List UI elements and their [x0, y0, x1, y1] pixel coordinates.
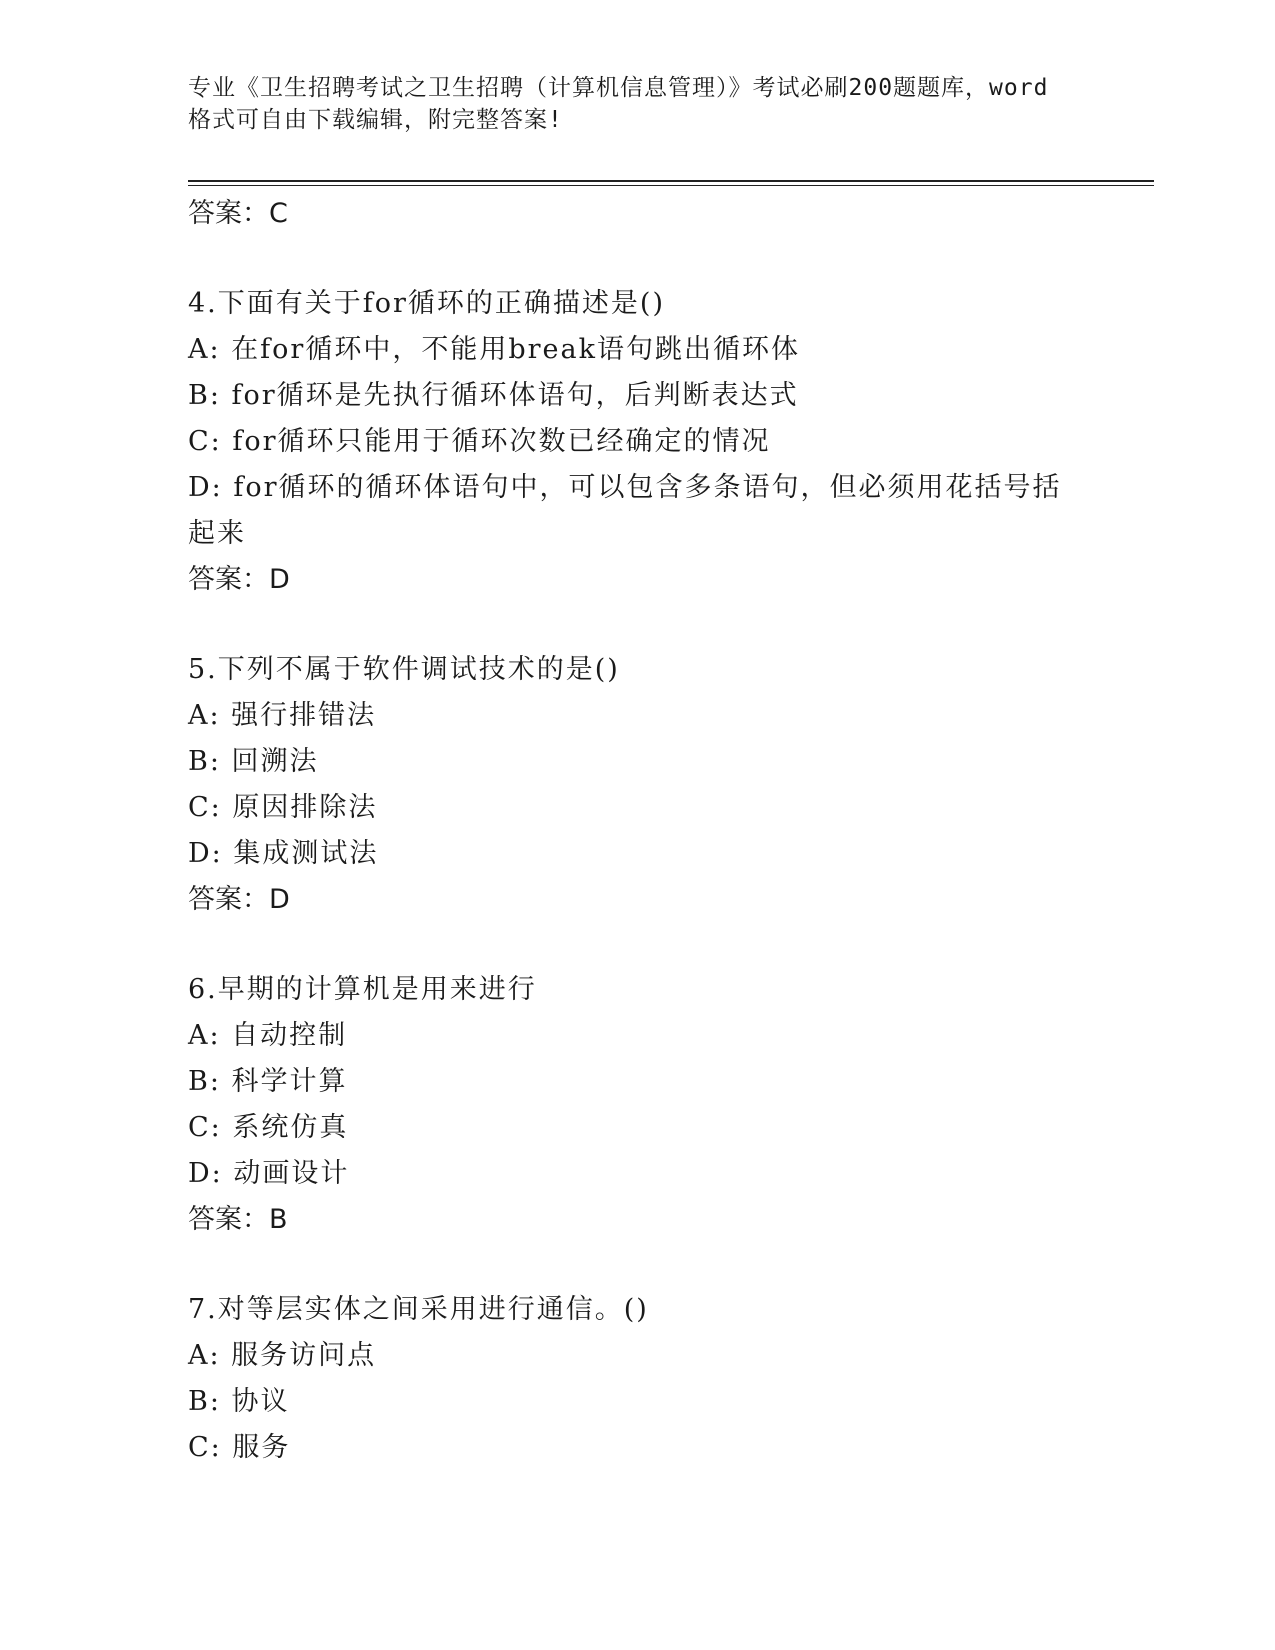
option-d: D: 集成测试法	[188, 838, 379, 869]
header-line-1: 专业《卫生招聘考试之卫生招聘（计算机信息管理）》考试必刷200题题库，word	[188, 75, 1049, 101]
option-d: D: 动画设计	[188, 1158, 350, 1189]
option-c: C: 原因排除法	[188, 792, 378, 823]
answer-line: 答案：B	[188, 1204, 288, 1235]
question-7	[188, 1287, 1088, 1471]
option-a: A: 强行排错法	[188, 700, 377, 731]
option-d: D: for循环的循环体语句中，可以包含多条语句，但必须用花括号括	[188, 472, 1062, 503]
option-b: B: 科学计算	[188, 1066, 348, 1097]
question-stem: 7.对等层实体之间采用进行通信。()	[188, 1294, 649, 1325]
document-header	[188, 72, 1088, 136]
option-c: C: for循环只能用于循环次数已经确定的情况	[188, 426, 771, 457]
option-c: C: 系统仿真	[188, 1112, 349, 1143]
answer-line: 答案：D	[188, 884, 290, 915]
option-a: A: 在for循环中，不能用break语句跳出循环体	[188, 334, 800, 365]
question-stem: 4.下面有关于for循环的正确描述是()	[188, 288, 665, 319]
question-4	[188, 281, 1088, 603]
header-line-2: 格式可自由下载编辑，附完整答案!	[188, 107, 563, 133]
option-a: A: 自动控制	[188, 1020, 348, 1051]
option-c: C: 服务	[188, 1432, 291, 1463]
header-rule-thick	[188, 180, 1154, 182]
option-d-continued: 起来	[188, 518, 246, 549]
answer-line: 答案：D	[188, 564, 290, 595]
option-a: A: 服务访问点	[188, 1340, 377, 1371]
answer-line: 答案：C	[188, 198, 288, 229]
question-6	[188, 967, 1088, 1243]
header-rule-thin	[188, 185, 1154, 186]
question-list	[188, 188, 1088, 1471]
question-stem: 5.下列不属于软件调试技术的是()	[188, 654, 620, 685]
option-b: B: 协议	[188, 1386, 290, 1417]
option-b: B: 回溯法	[188, 746, 319, 777]
question-stem: 6.早期的计算机是用来进行	[188, 974, 537, 1005]
question-5	[188, 647, 1088, 923]
option-b: B: for循环是先执行循环体语句，后判断表达式	[188, 380, 799, 411]
